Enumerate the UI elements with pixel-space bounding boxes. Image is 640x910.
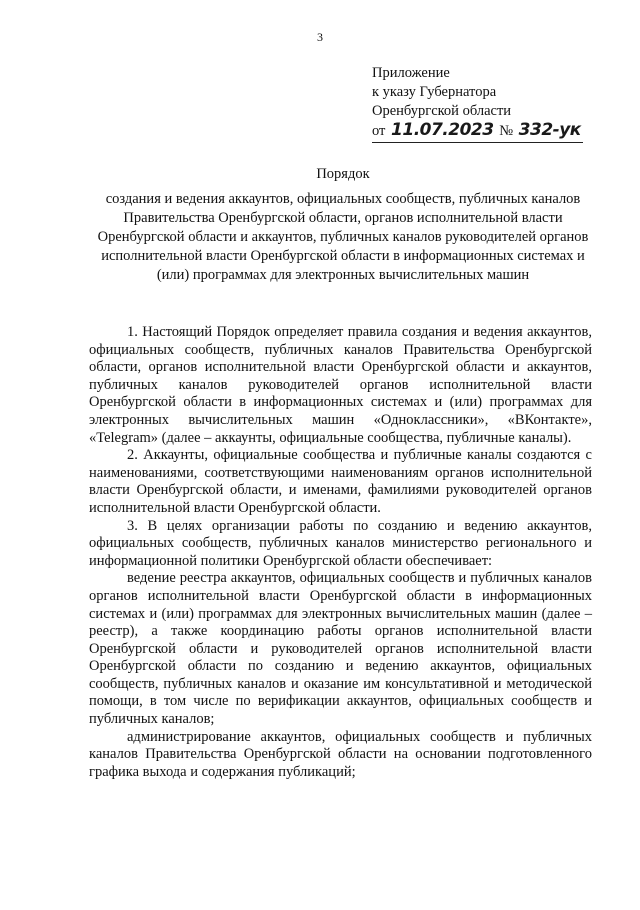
date-number-underline	[372, 121, 583, 143]
paragraph-3-item-registry: ведение реестра аккаунтов, официальных сообществ и публичных каналов органов исполнительной власти Оренбургской области в информационных системах и (или) программах для электронных вычислительных машин (далее – реестр), а также координацию работы органов исполнительной власти Оренбургской области и руководителей органов исполнительной власти Оренбургской области по созданию и ведению аккаунтов, официальных сообществ, публичных каналов и оказание им консультативной и методической помощи, в том числе по верификации аккаунтов, официальных сообществ и публичных каналов;	[89, 570, 592, 728]
date-prefix: от	[372, 123, 386, 139]
document-body	[89, 324, 592, 781]
handwritten-number: 332-ук	[518, 120, 581, 140]
number-prefix: №	[499, 123, 514, 139]
paragraph-1: 1. Настоящий Порядок определяет правила создания и ведения аккаунтов, официальных сообществ, публичных каналов Правительства Оренбургской области, органов исполнительной власти Оренбургской области и аккаунтов, публичных каналов руководителей органов исполнительной власти Оренбургской области в информационных системах и (или) программах для электронных вычислительных машин «Одноклассники», «ВКонтакте», «Telegram» (далее – аккаунты, официальные сообщества, публичные каналы).	[89, 324, 592, 446]
appendix-header	[372, 64, 622, 143]
appendix-date-number-line	[372, 121, 622, 143]
paragraph-2: 2. Аккаунты, официальные сообщества и публичные каналы создаются с наименованиями, соответствующими наименованиям органов исполнительной власти Оренбургской области, и именами, фамилиями руководителей органов исполнительной власти Оренбургской области.	[89, 447, 592, 516]
document-title	[96, 165, 590, 285]
paragraph-3-item-administration: администрирование аккаунтов, официальных сообществ и публичных каналов Правительства Оренбургской области на основании подготовленного графика выхода и содержания публикаций;	[89, 728, 592, 780]
page-number: 3	[317, 30, 323, 44]
title-subtitle: создания и ведения аккаунтов, официальных сообществ, публичных каналов Правительства Оренбургской области, органов исполнительной власти Оренбургской области и аккаунтов, публичных каналов руководителей органов исполнительной власти Оренбургской области в информационных системах и (или) программах для электронных вычислительных машин	[97, 191, 589, 283]
appendix-region-line: Оренбургской области	[372, 103, 512, 119]
appendix-decree-line: к указу Губернатора	[372, 84, 497, 100]
paragraph-3: 3. В целях организации работы по созданию и ведению аккаунтов, официальных сообществ, публичных каналов министерство регионального и информационной политики Оренбургской области обеспечивает:	[89, 517, 592, 569]
handwritten-date: 11.07.2023	[391, 120, 494, 140]
title-heading: Порядок	[316, 166, 370, 182]
appendix-label: Приложение	[372, 65, 450, 81]
